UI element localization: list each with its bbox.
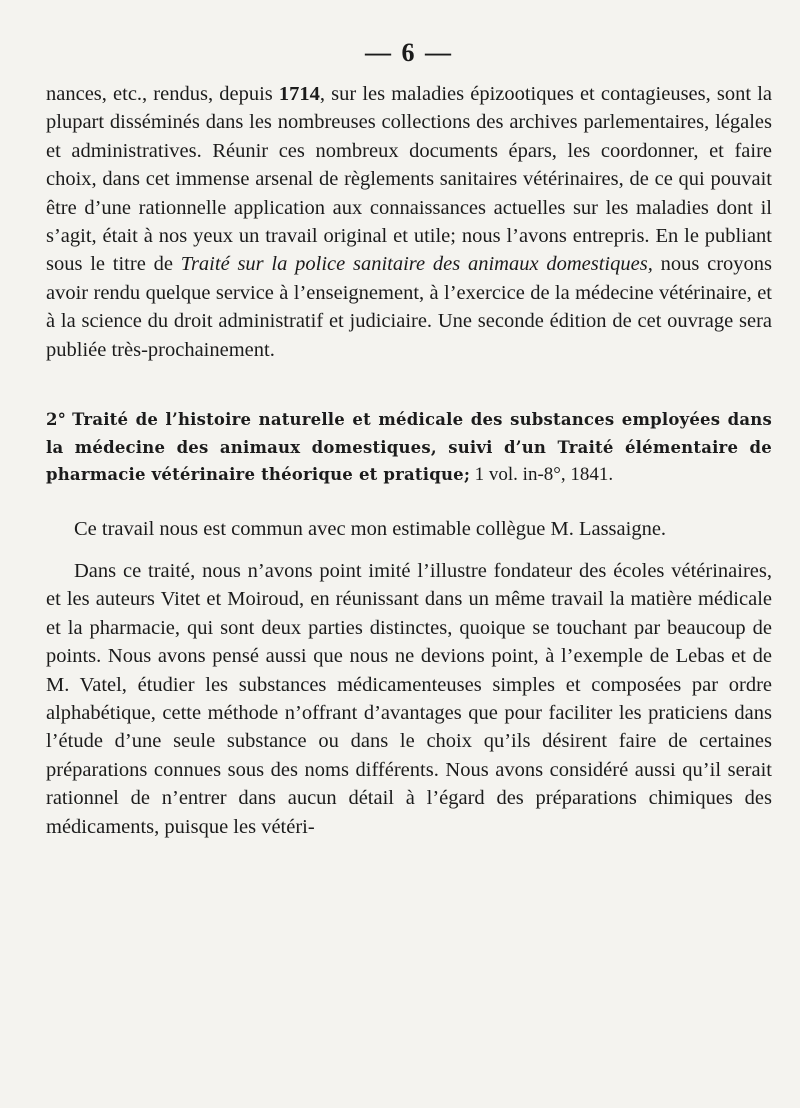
- work-title-italic: Traité sur la police sanitaire des animaux domestiques,: [180, 253, 653, 276]
- page-number: — 6 —: [365, 38, 453, 67]
- intro-year: 1714: [278, 83, 320, 105]
- section-title: Traité de l’histoire naturelle et médicale des substances employées dans la médecine des animaux domestiques, suivi d’un Traité élémentaire de pharmacie vétérinaire théorique et pratique;: [46, 410, 772, 485]
- section-heading: [46, 406, 772, 489]
- paragraph-collaboration: Ce travail nous est commun avec mon estimable collègue M. Lassaigne.: [74, 517, 667, 540]
- paragraph-method: Dans ce traité, nous n’avons point imité l’illustre fondateur des écoles vétérinaires, et les auteurs Vitet et Moiroud, en réunissant dans un même travail la matière médicale et la pharmacie, qui sont deux parties distinctes, quoique se touchant par beaucoup de points. Nous avons pensé aussi que nous ne devions point, à l’exemple de Lebas et de M. Vatel, étudier les substances médicamenteuses simples et composées par ordre alphabétique, cette méthode n’offrant d’avantages que pour faciliter les praticiens dans l’étude d’une seule substance ou dans le choix qu’ils désirent faire de certaines préparations connues sous des noms différents. Nous avons considéré aussi qu’il serait rationnel de n’entrer dans aucun détail à l’égard des préparations chimiques des médicaments, puisque les vétéri-: [46, 559, 772, 838]
- intro-paragraph: [46, 80, 772, 364]
- section-details: 1 vol. in-8°, 1841.: [474, 464, 614, 486]
- intro-text-2: , sur les maladies épizootiques et contagieuses, sont la plupart disséminés dans les nombreuses collections des archives parlementaires, légales et administratives. Réunir ces nombreux documents épars, les coordonner, et faire choix, dans cet immense arsenal de règlements sanitaires vétérinaires, de ce qui pouvait être d’une rationnelle application aux connaissances actuelles sur les maladies dont il s’agit, était à nos yeux un travail original et utile; nous l’avons entrepris. En le publiant sous le titre de: [46, 83, 772, 276]
- intro-text-1: nances, etc., rendus, depuis: [46, 83, 279, 105]
- intro-text-3: nous croyons avoir rendu quelque service à l’enseignement, à l’exercice de la médecine vétérinaire, et à la science du droit administratif et judiciaire. Une seconde édition de cet ouvrage sera publiée très-prochainement.: [46, 253, 772, 361]
- section-number: 2°: [46, 410, 67, 430]
